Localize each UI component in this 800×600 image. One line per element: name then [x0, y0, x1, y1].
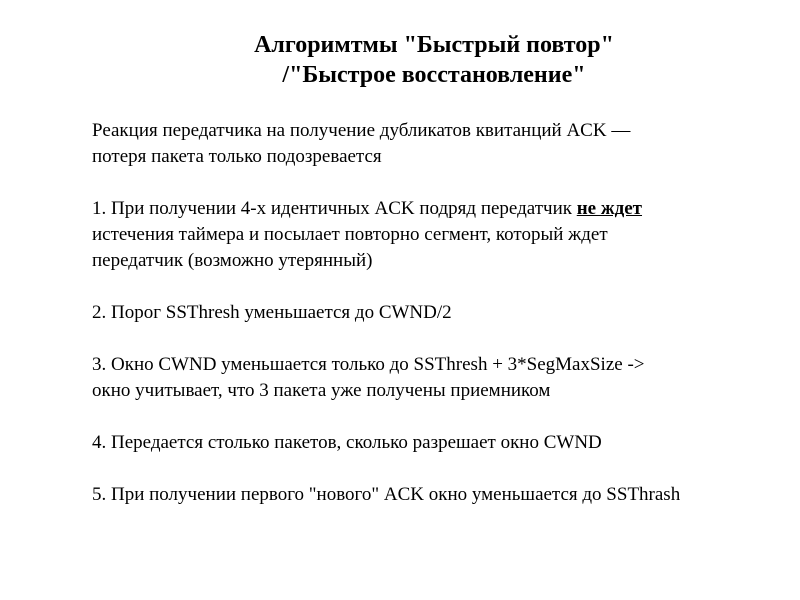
item-1 — [92, 196, 776, 274]
spacer — [92, 456, 776, 482]
item-1-line-1 — [92, 196, 776, 222]
slide-title — [150, 30, 718, 90]
spacer — [92, 274, 776, 300]
intro-line-2: потеря пакета только подозревается — [92, 146, 382, 167]
item-3-line-2: окно учитывает, что 3 пакета уже получены приемником — [92, 380, 551, 401]
item-1-text: 1. При получении 4-х идентичных ACK подряд передатчик — [92, 198, 577, 219]
spacer — [92, 170, 776, 196]
spacer — [92, 326, 776, 352]
item-3 — [92, 352, 776, 404]
item-2: 2. Порог SSThresh уменьшается до CWND/2 — [92, 302, 452, 323]
item-3-line-1: 3. Окно CWND уменьшается только до SSThresh + 3*SegMaxSize -> — [92, 354, 645, 375]
spacer — [92, 404, 776, 430]
slide-body — [92, 118, 776, 508]
item-5: 5. При получении первого "нового" ACK окно уменьшается до SSThrash — [92, 484, 681, 505]
item-1-emphasis: не ждет — [576, 198, 643, 219]
intro-line-1: Реакция передатчика на получение дубликатов квитанций ACK — — [92, 120, 631, 141]
item-1-line-2: истечения таймера и посылает повторно сегмент, который ждет — [92, 224, 608, 245]
item-4: 4. Передается столько пакетов, сколько разрешает окно CWND — [92, 432, 602, 453]
intro-paragraph — [92, 118, 776, 170]
item-1-line-3: передатчик (возможно утерянный) — [92, 250, 373, 271]
slide-title-line-2: /"Быстрое восстановление" — [282, 62, 586, 88]
slide-title-line-1: Алгоримтмы "Быстрый повтор" — [254, 32, 614, 58]
